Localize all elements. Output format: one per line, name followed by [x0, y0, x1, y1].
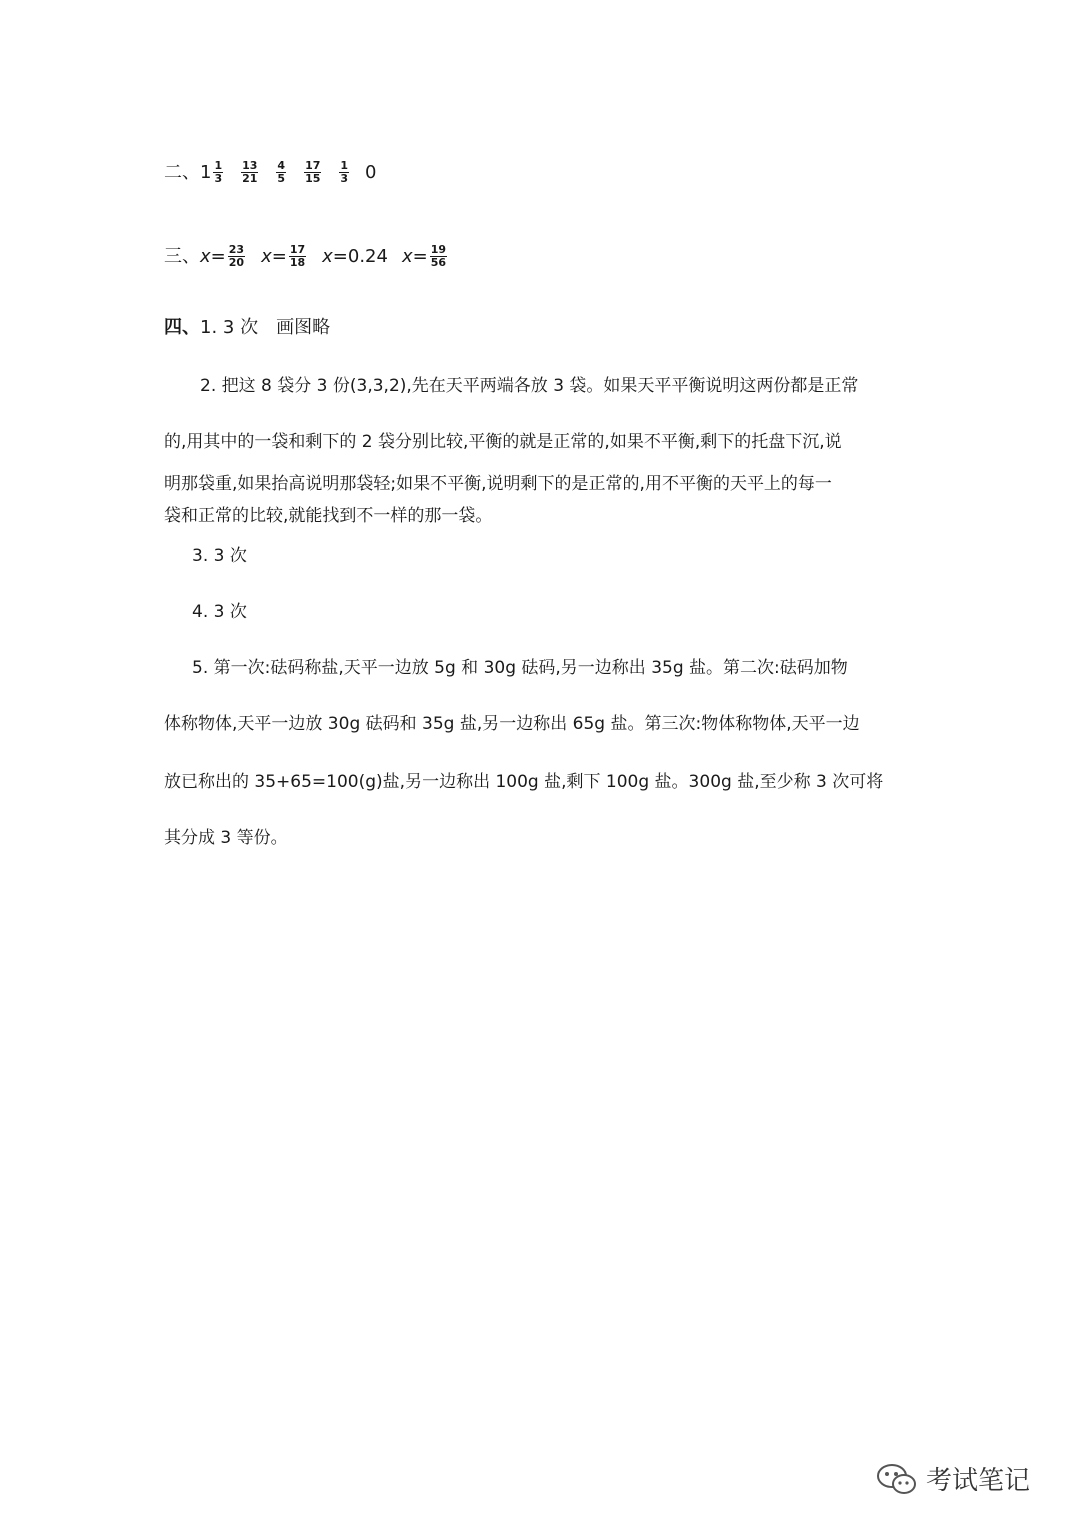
fraction: $\frac{4}{5}$ [277, 159, 286, 185]
mixed-number-whole: 1 [200, 161, 212, 183]
section-4-item-5-line-2: 体称物体,天平一边放 30g 砝码和 35g 盐,另一边称出 65g 盐。第三次:物体称物体,天平一边 [164, 714, 860, 734]
section-4-item-2-line-1: 2. 把这 8 袋分 3 份(3,3,2),先在天平两端各放 3 袋。如果天平平衡说明这两份都是正常 [200, 376, 859, 396]
section-4-item-3: 3. 3 次 [192, 546, 247, 566]
watermark [876, 1460, 1030, 1497]
fraction: $\frac{19}{56}$ [430, 243, 447, 269]
section-3-answers: 三、 x = $\frac{23}{20}$ x = $\frac{17}{18}$ x =0.24 x = $\frac{19}{56}$ [164, 243, 447, 269]
section-2-label: 二、 [164, 161, 200, 183]
section-4-item-5-line-3: 放已称出的 35+65=100(g)盐,另一边称出 100g 盐,剩下 100g 盐。300g 盐,至少称 3 次可将 [164, 772, 884, 792]
fraction: $\frac{23}{20}$ [228, 243, 245, 269]
section-4-item-5-line-1: 5. 第一次:砝码称盐,天平一边放 5g 和 30g 砝码,另一边称出 35g 盐。第二次:砝码加物 [192, 658, 848, 678]
answer-zero: 0 [365, 161, 377, 183]
section-4-item-2-line-3: 明那袋重,如果抬高说明那袋轻;如果不平衡,说明剩下的是正常的,用不平衡的天平上的每一 [164, 474, 832, 494]
wechat-icon [876, 1461, 918, 1497]
fraction: $\frac{1}{3}$ [340, 159, 349, 185]
fraction: $\frac{17}{18}$ [289, 243, 306, 269]
section-4-item-1: 四、1. 3 次 画图略 [164, 317, 331, 338]
section-4-item-4: 4. 3 次 [192, 602, 247, 622]
section-3-label: 三、 [164, 245, 200, 267]
watermark-text: 考试笔记 [926, 1466, 1031, 1496]
fraction: $\frac{13}{21}$ [242, 159, 258, 185]
fraction: $\frac{1}{3}$ [214, 159, 223, 185]
section-4-item-2-line-2: 的,用其中的一袋和剩下的 2 袋分别比较,平衡的就是正常的,如果不平衡,剩下的托盘下沉,说 [164, 432, 842, 452]
section-2-answers [164, 160, 377, 185]
section-4-item-5-line-4: 其分成 3 等份。 [164, 828, 288, 848]
fraction: $\frac{17}{15}$ [305, 159, 321, 185]
section-4-item-2-line-4: 袋和正常的比较,就能找到不一样的那一袋。 [164, 506, 493, 526]
section-4-label: 四、 [164, 317, 200, 338]
